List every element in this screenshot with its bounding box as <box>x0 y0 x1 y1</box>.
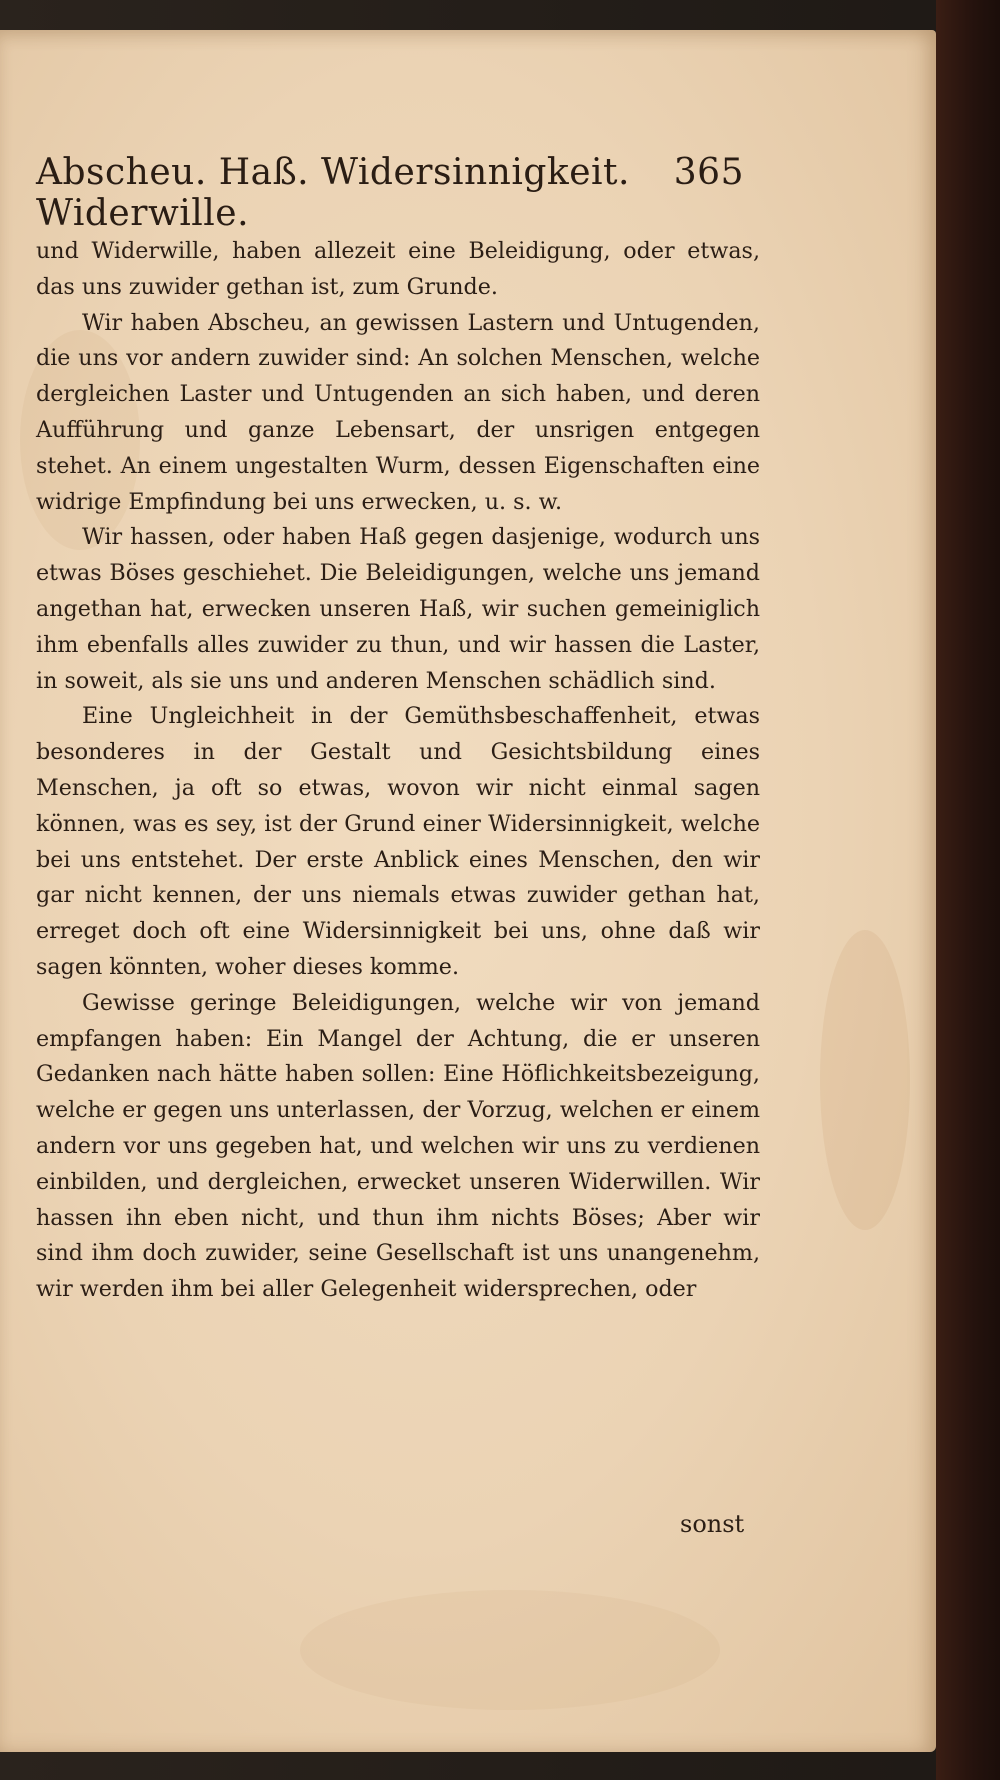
page-body <box>36 234 760 1308</box>
running-header <box>36 152 744 234</box>
paragraph: und Widerwille, haben allezeit eine Beleidigung, oder etwas, das uns zuwider gethan ist, zum Grunde. <box>36 238 760 300</box>
page-number: 365 <box>673 152 744 193</box>
paragraph: Wir haben Abscheu, an gewissen Lastern und Untugenden, die uns vor andern zuwider sind: An solchen Menschen, welche dergleichen Laster und Untugenden an sich haben, und deren Aufführung und ganze Lebensart, der unsrigen entgegen stehet. An einem ungestalten Wurm, dessen Eigenschaften eine widrige Empfindung bei uns erwecken, u. s. w. <box>36 309 760 515</box>
running-head-title: Abscheu. Haß. Widersinnigkeit. Widerwille. <box>36 152 630 234</box>
paragraph: Eine Ungleichheit in der Gemüthsbeschaffenheit, etwas besonderes in der Gestalt und Gesichtsbildung eines Menschen, ja oft so etwas, wovon wir nicht einmal sagen können, was es sey, ist der Grund einer Widersinnigkeit, welche bei uns entstehet. Der erste Anblick eines Menschen, den wir gar nicht kennen, der uns niemals etwas zuwider gethan hat, erreget doch oft eine Widersinnigkeit bei uns, ohne daß wir sagen könnten, woher dieses komme. <box>36 703 760 980</box>
paragraph: Wir hassen, oder haben Haß gegen dasjenige, wodurch uns etwas Böses geschiehet. Die Beleidigungen, welche uns jemand angethan hat, erwecken unseren Haß, wir suchen gemeiniglich ihm ebenfalls alles zuwider zu thun, und wir hassen die Laster, in soweit, als sie uns und anderen Menschen schädlich sind. <box>36 524 760 694</box>
paper-stain <box>300 1590 720 1710</box>
paragraph: Gewisse geringe Beleidigungen, welche wir von jemand empfangen haben: Ein Mangel der Achtung, die er unseren Gedanken nach hätte haben sollen: Eine Höflichkeitsbezeigung, welche er gegen uns unterlassen, der Vorzug, welchen er einem andern vor uns gegeben hat, und welchen wir uns zu verdienen einbilden, und dergleichen, erwecket unseren Widerwillen. Wir hassen ihn eben nicht, und thun ihm nichts Böses; Aber wir sind ihm doch zuwider, seine Gesellschaft ist uns unangenehm, wir werden ihm bei aller Gelegenheit widersprechen, oder <box>36 989 760 1303</box>
book-edge <box>936 0 1000 1780</box>
catchword: sonst <box>680 1510 745 1538</box>
paper-stain <box>820 930 910 1230</box>
